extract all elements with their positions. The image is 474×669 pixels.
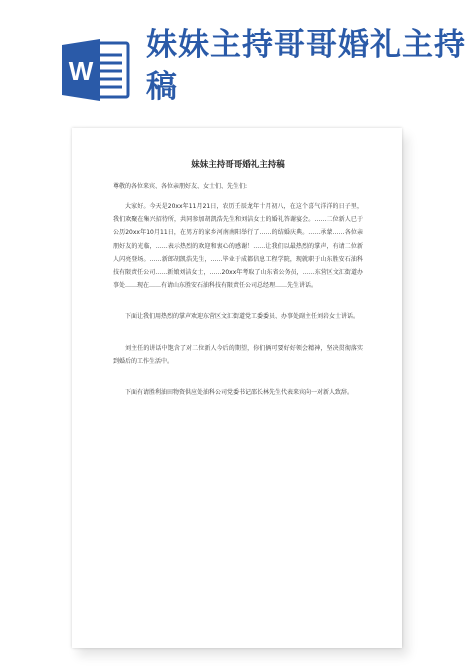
paragraph-3: 刘主任的讲话中饱含了对二位新人今后的期望，你们俩可要好好领会精神，坚决贯彻落实到婚后的工作生活中。: [113, 344, 363, 365]
header-banner: [0, 0, 474, 118]
paragraph-2: 下面让我们用热烈的掌声欢迎东营区文汇街道党工委委员、办事处副主任刘岩女士讲话。: [125, 313, 360, 321]
paragraph-1: 大家好。今天是20xx年11月21日，农历壬辰龙年十月初八，在这个喜气洋洋的日子里，我们欢聚在集兴招待所，共同参加胡凯浩先生和刘洁女士的婚礼答谢宴会。……二位新人已于公历20xx年10月11日，在男方的家乡河南南阳举行了……的结婚庆典。……承蒙……各位亲朋好友的光临，……表示热烈的欢迎和衷心的感谢！……让我们以最热烈的掌声，有请二位新人闪亮登场。……新郎胡凯浩先生，……毕业于成都信息工程学院，现就职于山东胜安石油科技有限责任公司……新娘刘洁女士，……20xx年考取了山东省公务员，……东营区文汇街道办事处……现在……有请山东胜安石油科技有限责任公司总经理……先生讲话。: [113, 203, 363, 290]
document-title-banner: 妹妹主持哥哥婚礼主持稿: [146, 27, 466, 105]
paragraph-4: 下面有请胜利油田物资供应处油科公司党委书记邵长林先生代表来宾向一对新人致辞。: [125, 389, 354, 397]
word-document-icon: [60, 37, 130, 103]
svg-text:W: W: [68, 56, 94, 86]
page-title: 妹妹主持哥哥婚礼主持稿: [191, 160, 285, 170]
salutation-line: 尊敬的各位来宾、各位亲朋好友、女士们、先生们:: [113, 183, 248, 190]
document-body: [113, 158, 363, 417]
document-page: [72, 128, 402, 648]
